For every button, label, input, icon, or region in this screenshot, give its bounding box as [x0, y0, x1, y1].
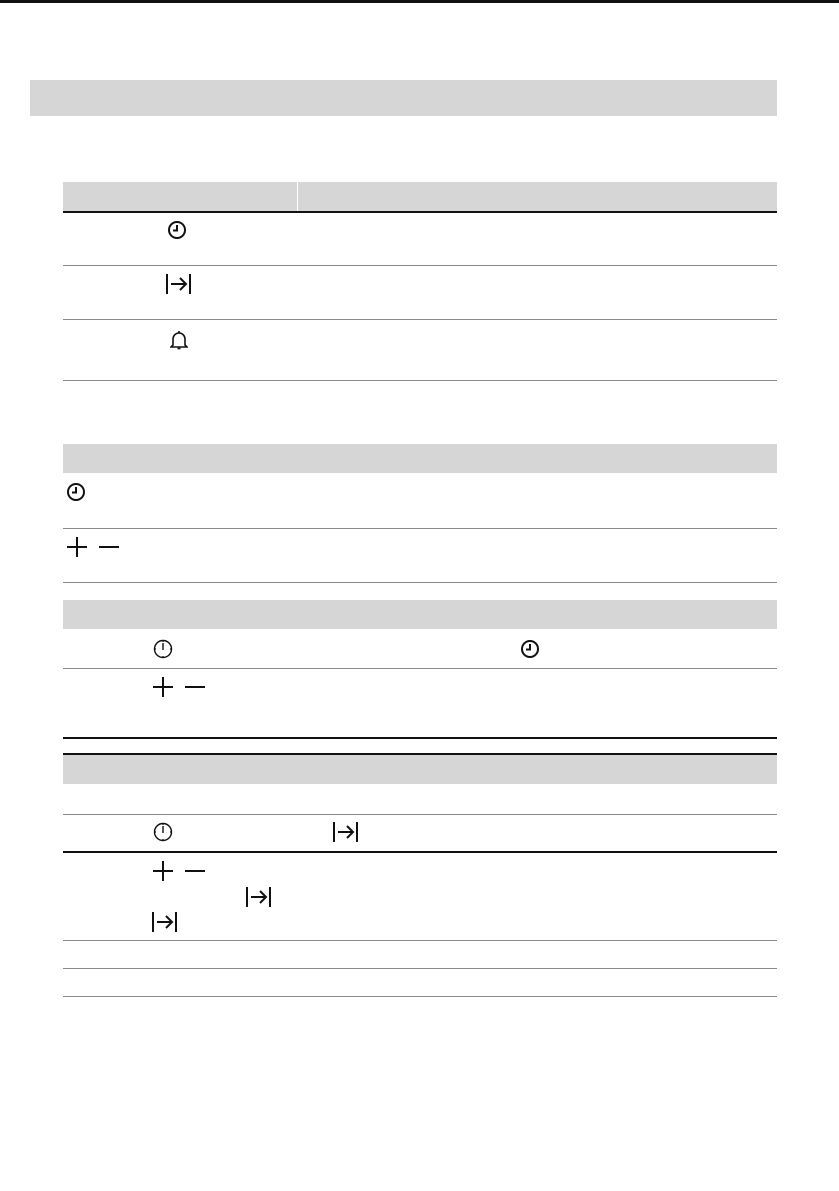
plus-icon — [152, 676, 174, 698]
end-time-icon — [332, 821, 360, 843]
end-time-icon — [165, 273, 193, 295]
clock-outline-icon — [153, 822, 173, 842]
table-row-rule — [63, 528, 777, 529]
section-header-bar — [30, 80, 777, 116]
clock-icon — [66, 482, 86, 502]
header-column-divider — [297, 182, 298, 212]
minus-icon — [184, 676, 206, 698]
table-header-band — [63, 755, 777, 784]
table-row-rule — [63, 940, 777, 941]
plus-icon — [66, 536, 88, 558]
table-row-rule — [63, 968, 777, 969]
table-row-rule — [63, 668, 777, 669]
bell-icon — [170, 330, 188, 350]
table-header-band — [63, 600, 777, 629]
table-end-rule — [63, 737, 777, 739]
table-row-rule — [63, 265, 777, 266]
plus-icon — [152, 860, 174, 882]
table-row-rule — [63, 814, 777, 815]
minus-icon — [184, 860, 206, 882]
table-row-rule — [63, 996, 777, 997]
table-header-band — [63, 182, 777, 211]
top-rule — [0, 0, 839, 3]
table-row-rule — [63, 380, 777, 381]
table-header-band — [63, 444, 777, 473]
clock-icon — [167, 220, 187, 240]
clock-outline-icon — [153, 639, 173, 659]
end-time-icon — [245, 886, 273, 908]
table-row-rule — [63, 851, 777, 853]
clock-icon — [520, 639, 540, 659]
table-row-rule — [63, 582, 777, 583]
table-header-rule — [63, 211, 777, 213]
minus-icon — [98, 536, 120, 558]
table-row-rule — [63, 319, 777, 320]
end-time-icon — [151, 911, 179, 933]
